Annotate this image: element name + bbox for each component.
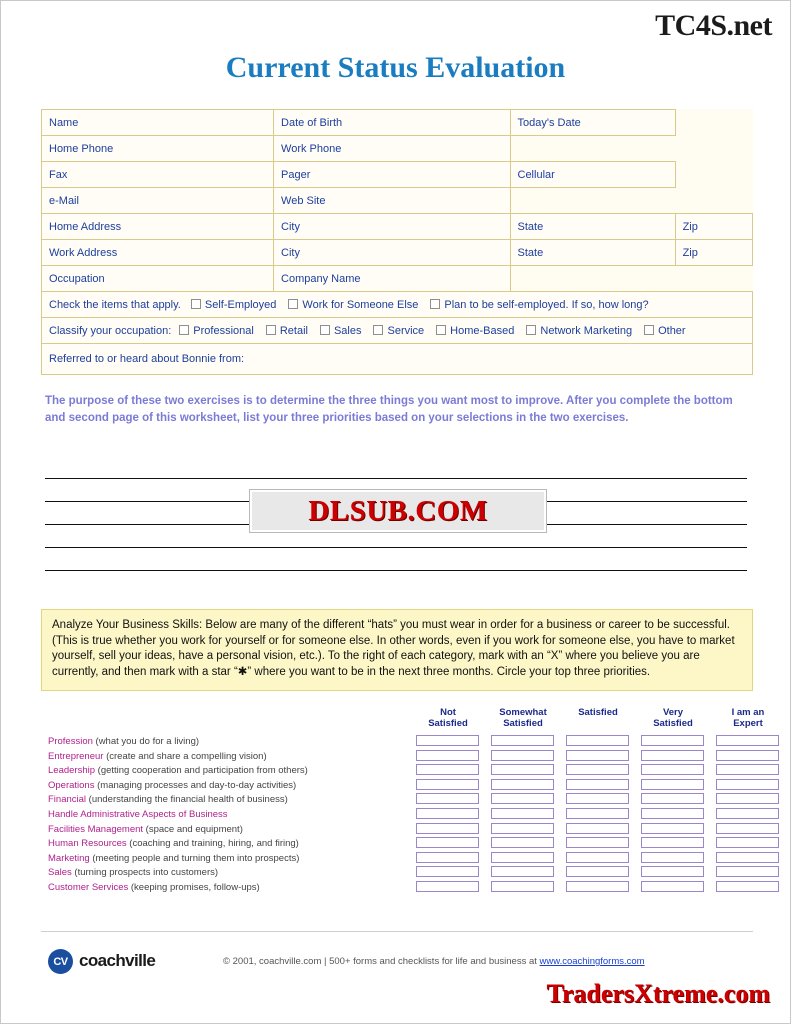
skill-row bbox=[41, 823, 753, 838]
purpose-paragraph: The purpose of these two exercises is to determine the three things you want most to improve. After you complete the bottom and second page of this worksheet, list your three priorities based on your selections in the two exercises. bbox=[45, 395, 733, 424]
skill-name: Sales bbox=[48, 867, 72, 879]
rating-cell[interactable] bbox=[716, 808, 779, 819]
skill-label bbox=[48, 750, 267, 763]
classify-option-label: Home-Based bbox=[450, 324, 515, 337]
form-row-classify bbox=[42, 318, 753, 344]
matrix-column-header bbox=[637, 707, 709, 729]
rating-cell[interactable] bbox=[716, 852, 779, 863]
skill-name: Financial bbox=[48, 794, 87, 806]
skill-name: Leadership bbox=[48, 765, 96, 777]
checkbox-icon[interactable] bbox=[373, 325, 383, 335]
classify-option[interactable] bbox=[320, 325, 362, 337]
skill-description: (space and equipment) bbox=[143, 823, 243, 835]
header-line-2: Satisfied bbox=[503, 718, 543, 729]
checkbox-icon[interactable] bbox=[191, 299, 201, 309]
header-line-1: Somewhat bbox=[499, 707, 547, 718]
form-field-occupation[interactable]: Occupation bbox=[42, 266, 274, 292]
skill-description: (coaching and training, hiring, and firing) bbox=[126, 838, 299, 850]
skill-label bbox=[48, 808, 228, 821]
skill-label bbox=[48, 793, 288, 806]
rating-cell[interactable] bbox=[716, 735, 779, 746]
skill-label bbox=[48, 881, 260, 894]
form-field-work-address[interactable]: Work Address bbox=[42, 240, 274, 266]
checkbox-icon[interactable] bbox=[266, 325, 276, 335]
rating-cell[interactable] bbox=[716, 764, 779, 775]
matrix-column-header bbox=[562, 707, 634, 718]
form-field-cellular[interactable]: Cellular bbox=[510, 162, 675, 188]
checkbox-option[interactable] bbox=[430, 299, 648, 311]
checkbox-icon[interactable] bbox=[179, 325, 189, 335]
write-in-line[interactable] bbox=[45, 456, 747, 479]
rating-cell[interactable] bbox=[641, 779, 704, 790]
classify-occupation-cell bbox=[42, 318, 753, 344]
header-line-1: Not bbox=[440, 707, 456, 718]
skill-name: Handle Administrative Aspects of Business bbox=[48, 808, 228, 820]
rating-cell[interactable] bbox=[416, 808, 479, 819]
coachingforms-link[interactable]: www.coachingforms.com bbox=[539, 956, 645, 967]
matrix-column-header bbox=[487, 707, 559, 729]
rating-cell[interactable] bbox=[566, 779, 629, 790]
classify-option-label: Sales bbox=[333, 324, 362, 337]
skill-row bbox=[41, 735, 753, 750]
skill-label bbox=[48, 866, 218, 879]
header-line-2: Expert bbox=[733, 718, 763, 729]
classify-option[interactable] bbox=[373, 325, 424, 337]
form-field-zip[interactable]: Zip bbox=[675, 214, 752, 240]
header-line-2: Satisfied bbox=[428, 718, 468, 729]
rating-cell[interactable] bbox=[566, 808, 629, 819]
rating-cell[interactable] bbox=[566, 823, 629, 834]
rating-cell[interactable] bbox=[416, 881, 479, 892]
skill-row bbox=[41, 808, 753, 823]
classify-option-label: Retail bbox=[279, 324, 308, 337]
skill-label bbox=[48, 764, 308, 777]
skills-matrix bbox=[41, 707, 765, 896]
form-field-web-site[interactable]: Web Site bbox=[274, 188, 510, 214]
skill-name: Facilities Management bbox=[48, 823, 144, 835]
rating-cell[interactable] bbox=[491, 852, 554, 863]
dlsub-watermark: DLSUB.COM bbox=[250, 490, 546, 532]
rating-cell[interactable] bbox=[416, 852, 479, 863]
form-row bbox=[42, 110, 753, 136]
form-rows bbox=[42, 110, 753, 375]
rating-cell[interactable] bbox=[716, 750, 779, 761]
rating-cell[interactable] bbox=[641, 881, 704, 892]
skill-description: (what you do for a living) bbox=[92, 736, 200, 747]
rating-cell[interactable] bbox=[641, 750, 704, 761]
skill-row bbox=[41, 881, 753, 896]
skill-description: (meeting people and turning them into prospects) bbox=[89, 852, 300, 864]
skill-row bbox=[41, 793, 753, 808]
checkbox-icon[interactable] bbox=[644, 325, 654, 335]
skill-description: (create and share a compelling vision) bbox=[103, 750, 267, 762]
form-field-fax[interactable]: Fax bbox=[42, 162, 274, 188]
header-line-2: Satisfied bbox=[653, 718, 693, 729]
classify-option-label: Service bbox=[387, 324, 425, 337]
rating-cell[interactable] bbox=[566, 881, 629, 892]
referred-field[interactable]: Referred to or heard about Bonnie from: bbox=[42, 344, 753, 375]
rating-cell[interactable] bbox=[641, 808, 704, 819]
skill-label bbox=[48, 735, 199, 748]
rating-cell[interactable] bbox=[491, 750, 554, 761]
checkbox-icon[interactable] bbox=[288, 299, 298, 309]
skill-label bbox=[48, 837, 299, 850]
rating-cell[interactable] bbox=[491, 808, 554, 819]
rating-cell[interactable] bbox=[566, 866, 629, 877]
checkbox-option[interactable] bbox=[288, 299, 418, 311]
form-row bbox=[42, 188, 753, 214]
skill-description: (managing processes and day-to-day activities) bbox=[94, 779, 297, 791]
skill-label bbox=[48, 779, 296, 792]
copyright-prefix: © 2001, coachville.com | 500+ forms and checklists for life and business at bbox=[223, 956, 540, 967]
rating-cell[interactable] bbox=[416, 823, 479, 834]
footer-divider bbox=[41, 931, 753, 932]
classify-option[interactable] bbox=[644, 325, 686, 337]
checkbox-icon[interactable] bbox=[526, 325, 536, 335]
classify-option[interactable] bbox=[266, 325, 308, 337]
rating-cell[interactable] bbox=[641, 837, 704, 848]
form-field-work-phone[interactable]: Work Phone bbox=[274, 136, 510, 162]
skill-description: (understanding the financial health of business) bbox=[86, 794, 288, 806]
skill-name: Human Resources bbox=[48, 838, 127, 850]
header-line-1: Satisfied bbox=[578, 707, 618, 718]
check-items-cell bbox=[42, 292, 753, 318]
rating-cell[interactable] bbox=[491, 735, 554, 746]
form-field-home-address[interactable]: Home Address bbox=[42, 214, 274, 240]
form-row-referred bbox=[42, 344, 753, 375]
rating-cell[interactable] bbox=[416, 750, 479, 761]
rating-cell[interactable] bbox=[491, 779, 554, 790]
form-row bbox=[42, 162, 753, 188]
skill-description: (keeping promises, follow-ups) bbox=[128, 881, 260, 893]
rating-cell[interactable] bbox=[716, 881, 779, 892]
form-field-pager[interactable]: Pager bbox=[274, 162, 510, 188]
checkbox-label: Work for Someone Else bbox=[302, 298, 419, 311]
form-field-date-of-birth[interactable]: Date of Birth bbox=[274, 110, 510, 136]
rating-cell[interactable] bbox=[716, 823, 779, 834]
form-row bbox=[42, 214, 753, 240]
rating-cell[interactable] bbox=[491, 837, 554, 848]
form-row bbox=[42, 266, 753, 292]
rating-cell[interactable] bbox=[641, 823, 704, 834]
form-row bbox=[42, 136, 753, 162]
skill-row bbox=[41, 852, 753, 867]
rating-cell[interactable] bbox=[416, 837, 479, 848]
classify-option[interactable] bbox=[526, 325, 632, 337]
matrix-column-headers bbox=[41, 707, 765, 733]
form-field-name[interactable]: Name bbox=[42, 110, 274, 136]
rating-cell[interactable] bbox=[566, 764, 629, 775]
site-watermark-bottom: TradersXtreme.com bbox=[546, 979, 770, 1008]
rating-cell[interactable] bbox=[641, 852, 704, 863]
rating-cell[interactable] bbox=[416, 793, 479, 804]
form-row-check-apply bbox=[42, 292, 753, 318]
matrix-column-header bbox=[712, 707, 784, 729]
rating-cell[interactable] bbox=[716, 779, 779, 790]
coachville-logo-icon: CV bbox=[48, 949, 73, 974]
checkbox-icon[interactable] bbox=[320, 325, 330, 335]
personal-info-table bbox=[41, 109, 753, 375]
checkbox-label: Self-Employed bbox=[204, 298, 277, 311]
classify-option-label: Other bbox=[658, 324, 686, 337]
rating-cell[interactable] bbox=[566, 837, 629, 848]
skill-row bbox=[41, 779, 753, 794]
checkbox-label: Plan to be self-employed. If so, how long? bbox=[444, 298, 649, 311]
classify-option-label: Professional bbox=[193, 324, 254, 337]
form-field-e-mail[interactable]: e-Mail bbox=[42, 188, 274, 214]
form-field-city[interactable]: City bbox=[274, 240, 510, 266]
form-field-home-phone[interactable]: Home Phone bbox=[42, 136, 274, 162]
form-field-company-name[interactable]: Company Name bbox=[274, 266, 510, 292]
skill-name: Marketing bbox=[48, 852, 90, 864]
rating-cell[interactable] bbox=[566, 735, 629, 746]
analyze-instructions: Analyze Your Business Skills: Below are many of the different “hats” you must wear in order for a business or career to be successful. (This is true whether you work for yourself or for someone else. In other words, even if you work for someone else, you have to market yourself, sell your ideas, have a personal vision, etc.). To the right of each category, mark with an “X” where you believe you are currently, and then mark with a star “✱” where you want to be in the next three months. Circle your top three priorities. bbox=[41, 609, 753, 691]
rating-cell[interactable] bbox=[716, 866, 779, 877]
header-line-1: I am an bbox=[731, 707, 765, 718]
rating-cell[interactable] bbox=[491, 764, 554, 775]
skill-row bbox=[41, 837, 753, 852]
checkbox-icon[interactable] bbox=[430, 299, 440, 309]
skill-row bbox=[41, 750, 753, 765]
rating-cell[interactable] bbox=[416, 735, 479, 746]
skill-label bbox=[48, 852, 299, 865]
page-title: Current Status Evaluation bbox=[225, 51, 566, 84]
matrix-rows bbox=[41, 735, 753, 896]
rating-cell[interactable] bbox=[416, 866, 479, 877]
rating-cell[interactable] bbox=[491, 881, 554, 892]
site-watermark-top: TC4S.net bbox=[655, 9, 772, 42]
form-field-state[interactable]: State bbox=[510, 240, 675, 266]
skill-name: Profession bbox=[48, 736, 93, 747]
classify-option[interactable] bbox=[179, 325, 254, 337]
checkbox-icon[interactable] bbox=[436, 325, 446, 335]
rating-cell[interactable] bbox=[716, 837, 779, 848]
classify-option[interactable] bbox=[436, 325, 514, 337]
form-field-state[interactable]: State bbox=[510, 214, 675, 240]
matrix-column-header bbox=[412, 707, 484, 729]
skill-name: Customer Services bbox=[48, 881, 129, 893]
form-field-today-s-date[interactable]: Today's Date bbox=[510, 110, 675, 136]
rating-cell[interactable] bbox=[491, 793, 554, 804]
form-row bbox=[42, 240, 753, 266]
skill-label bbox=[48, 823, 243, 836]
coachville-wordmark: coachville bbox=[79, 951, 156, 970]
form-field-city[interactable]: City bbox=[274, 214, 510, 240]
form-field-zip[interactable]: Zip bbox=[675, 240, 752, 266]
rating-cell[interactable] bbox=[641, 866, 704, 877]
rating-cell[interactable] bbox=[416, 764, 479, 775]
rating-cell[interactable] bbox=[641, 793, 704, 804]
skill-name: Entrepreneur bbox=[48, 750, 104, 762]
checkbox-option[interactable] bbox=[191, 299, 277, 311]
rating-cell[interactable] bbox=[566, 750, 629, 761]
rating-cell[interactable] bbox=[716, 793, 779, 804]
rating-cell[interactable] bbox=[491, 866, 554, 877]
rating-cell[interactable] bbox=[641, 735, 704, 746]
check-items-label: Check the items that apply. bbox=[49, 298, 181, 311]
rating-cell[interactable] bbox=[491, 823, 554, 834]
rating-cell[interactable] bbox=[566, 852, 629, 863]
classify-label: Classify your occupation: bbox=[49, 324, 172, 337]
rating-cell[interactable] bbox=[641, 764, 704, 775]
write-in-line[interactable] bbox=[45, 548, 747, 571]
copyright-text bbox=[223, 956, 645, 967]
skill-description: (turning prospects into customers) bbox=[71, 867, 219, 879]
rating-cell[interactable] bbox=[416, 779, 479, 790]
skill-name: Operations bbox=[48, 779, 95, 791]
skill-description: (getting cooperation and participation from others) bbox=[95, 765, 308, 777]
header-line-1: Very bbox=[662, 707, 684, 718]
rating-cell[interactable] bbox=[566, 793, 629, 804]
skill-row bbox=[41, 866, 753, 881]
classify-option-label: Network Marketing bbox=[540, 324, 633, 337]
skill-row bbox=[41, 764, 753, 779]
